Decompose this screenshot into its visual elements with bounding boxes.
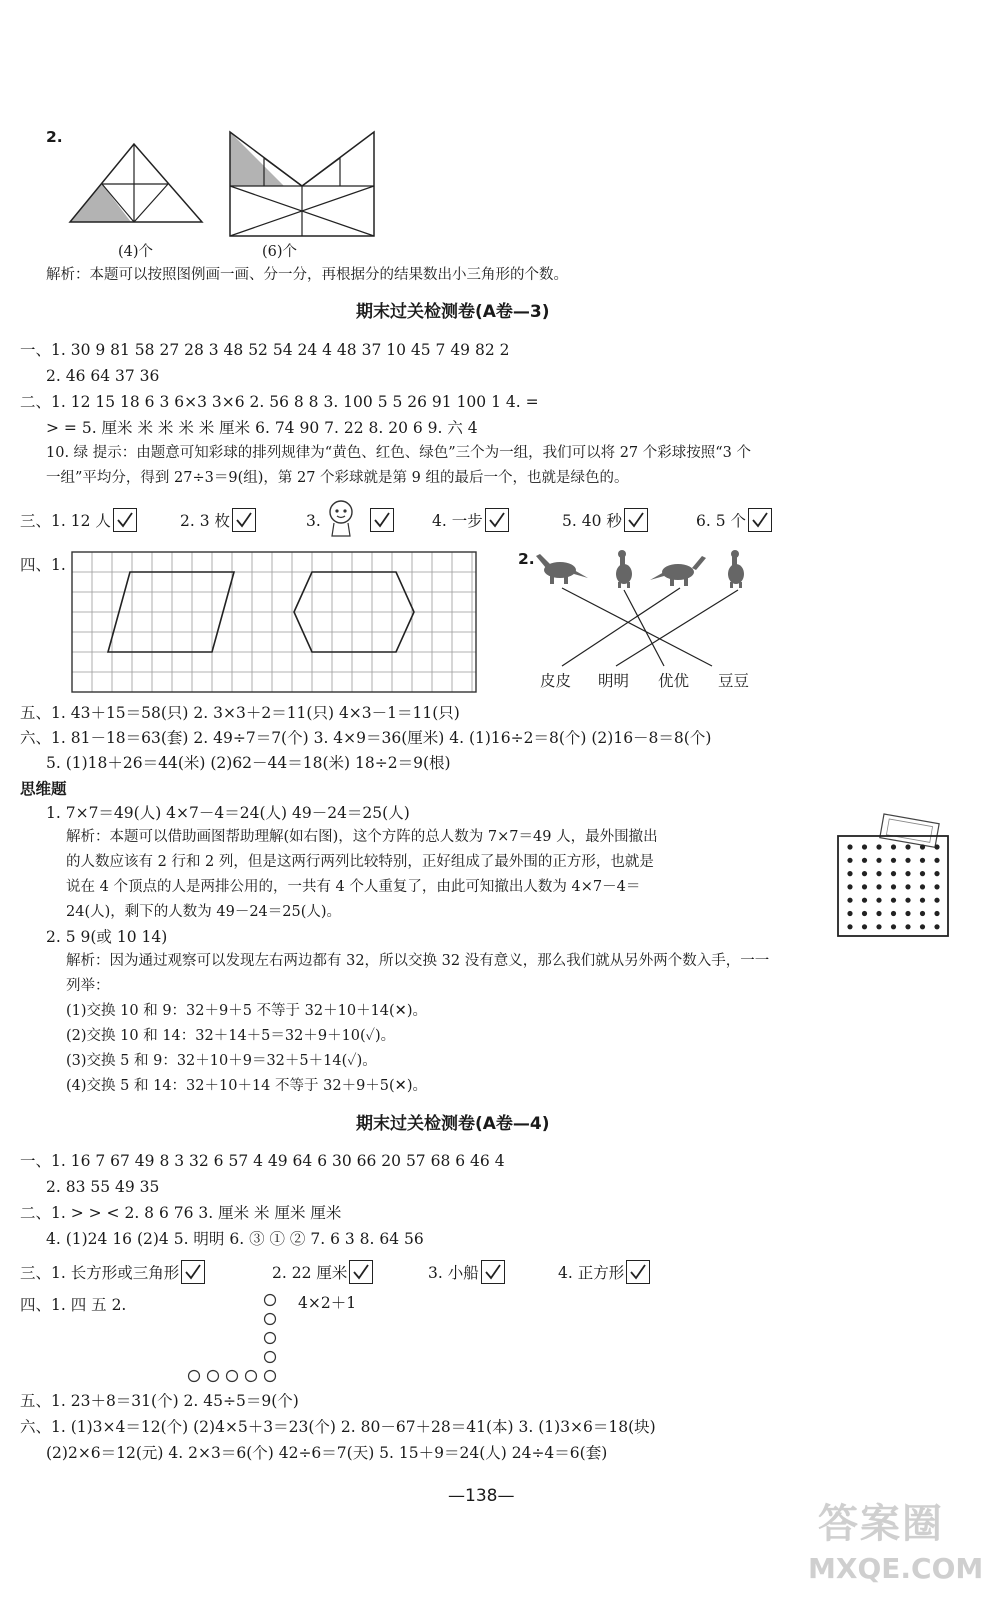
dot xyxy=(847,858,852,863)
analysis-text: (1)交换 10 和 9：32＋9＋5 不等于 32＋10＋14(✕)。 xyxy=(66,1003,427,1019)
check-icon xyxy=(485,508,509,532)
dot xyxy=(862,911,867,916)
analysis-text: 24(人)，剩下的人数为 49－24＝25(人)。 xyxy=(66,904,342,920)
check-answer: 4. 一步 xyxy=(432,510,509,534)
dot xyxy=(891,844,896,849)
answer-line: 五、1. 23＋8＝31(个) 2. 45÷5＝9(个) xyxy=(20,1392,299,1410)
dot xyxy=(891,884,896,889)
dot xyxy=(847,884,852,889)
dot xyxy=(891,858,896,863)
check-answer: 2. 3 枚 xyxy=(180,510,256,534)
dot xyxy=(905,898,910,903)
answer-line: 2. 46 64 37 36 xyxy=(46,367,160,385)
check-answer: 5. 40 秒 xyxy=(562,510,648,534)
dot xyxy=(847,871,852,876)
check-icon xyxy=(370,508,394,532)
dot xyxy=(847,844,852,849)
answer-line: 四、1. 四 五 2. xyxy=(20,1296,127,1314)
dinosaur-icon xyxy=(616,550,632,588)
check-icon xyxy=(626,1260,650,1284)
analysis-text: (3)交换 5 和 9：32＋10＋9＝32＋5＋14(✓)。 xyxy=(66,1053,377,1069)
answer-line: 六、1. 81－18＝63(套) 2. 49÷7＝7(个) 3. 4×9＝36(厘米) 4. (1)16÷2＝8(个) (2)16－8＝8(个) xyxy=(20,729,712,747)
dot xyxy=(847,911,852,916)
dot xyxy=(891,911,896,916)
section-title: 期末过关检测卷(A卷—4) xyxy=(356,1114,550,1134)
answer-line: 2. 83 55 49 35 xyxy=(46,1178,160,1196)
check-icon xyxy=(481,1260,505,1284)
section-label: 四、1. xyxy=(20,556,66,574)
check-answer: 3. xyxy=(306,510,394,534)
answer-line: > = 5. 厘米 米 米 米 米 厘米 6. 74 90 7. 22 8. 20 6 9. 六 4 xyxy=(46,419,478,437)
check-answer: 3. 小船 xyxy=(428,1262,505,1286)
triangle-figure xyxy=(68,140,208,226)
answer-line: 六、1. (1)3×4＝12(个) (2)4×5＋3＝23(个) 2. 80－67＋28＝41(本) 3. (1)3×6＝18(块) xyxy=(20,1418,656,1436)
answer-line: 二、1. > > < 2. 8 6 76 3. 厘米 米 厘米 厘米 xyxy=(20,1204,342,1222)
dot xyxy=(920,844,925,849)
answer-line: 5. (1)18＋26＝44(米) (2)62－44＝18(米) 18÷2＝9(根) xyxy=(46,754,451,772)
matching-diagram xyxy=(532,548,768,668)
book-icon xyxy=(880,814,939,847)
check-icon xyxy=(748,508,772,532)
dot xyxy=(876,871,881,876)
circle-pattern xyxy=(186,1292,286,1388)
dot xyxy=(876,898,881,903)
dot xyxy=(920,898,925,903)
dot xyxy=(920,884,925,889)
grid-drawing xyxy=(72,552,476,692)
boy-cartoon-icon xyxy=(324,498,358,538)
dot xyxy=(862,844,867,849)
dot xyxy=(905,844,910,849)
dot xyxy=(905,884,910,889)
dot xyxy=(862,858,867,863)
dot xyxy=(847,898,852,903)
formula: 4×2＋1 xyxy=(298,1294,357,1312)
answer-line: 一、1. 16 7 67 49 8 3 32 6 57 4 49 64 6 30 66 20 57 68 6 46 4 xyxy=(20,1152,505,1170)
item-label: 2. xyxy=(46,128,63,146)
page-number: —138— xyxy=(448,1486,515,1506)
check-answer: 三、1. 12 人 xyxy=(20,510,137,534)
thinking-heading: 思维题 xyxy=(20,780,67,798)
dot xyxy=(934,924,939,929)
check-answer: 三、1. 长方形或三角形 xyxy=(20,1262,205,1286)
check-icon xyxy=(349,1260,373,1284)
answer-line: 4. (1)24 16 (2)4 5. 明明 6. ③ ① ② 7. 6 3 8. 64 56 xyxy=(46,1230,424,1248)
dot xyxy=(920,911,925,916)
dot xyxy=(862,924,867,929)
dot xyxy=(905,911,910,916)
analysis-text: 说在 4 个顶点的人是两排公用的，一共有 4 个人重复了，由此可知撤出人数为 4×7－4＝ xyxy=(66,879,641,895)
dot xyxy=(876,924,881,929)
dot xyxy=(920,871,925,876)
dinosaur-icon xyxy=(536,554,588,584)
dot xyxy=(905,871,910,876)
analysis-text: (2)交换 10 和 14：32＋14＋5＝32＋9＋10(✓)。 xyxy=(66,1028,396,1044)
check-icon xyxy=(181,1260,205,1284)
dot xyxy=(934,898,939,903)
dot xyxy=(862,884,867,889)
dot-square-figure xyxy=(836,814,956,940)
dot xyxy=(891,898,896,903)
dot xyxy=(862,898,867,903)
analysis-text: (4)交换 5 和 14：32＋10＋14 不等于 32＋9＋5(✕)。 xyxy=(66,1078,427,1094)
dot xyxy=(934,844,939,849)
dot xyxy=(934,911,939,916)
watermark-url: MXQE.COM xyxy=(808,1552,984,1585)
check-answer: 6. 5 个 xyxy=(696,510,772,534)
hint-text: 10. 绿 提示：由题意可知彩球的排列规律为“黄色、红色、绿色”三个为一组，我们可以将 27 个彩球按照“3 个 xyxy=(46,445,752,461)
name-label: 优优 xyxy=(658,672,690,690)
analysis-text: 解析：本题可以借助画图帮助理解(如右图)，这个方阵的总人数为 7×7＝49 人，最外围撤出 xyxy=(66,829,658,845)
dot xyxy=(934,884,939,889)
dot xyxy=(891,924,896,929)
dot xyxy=(876,911,881,916)
butterfly-figure xyxy=(228,128,378,240)
analysis-text: 的人数应该有 2 行和 2 列，但是这两行两列比较特别，正好组成了最外围的正方形，也就是 xyxy=(66,854,654,870)
answer-line: 1. 7×7＝49(人) 4×7－4＝24(人) 49－24＝25(人) xyxy=(46,804,410,822)
hint-text: 一组”平均分，得到 27÷3＝9(组)，第 27 个彩球就是第 9 组的最后一个，也就是绿色的。 xyxy=(46,470,629,486)
answer-line: 二、1. 12 15 18 6 3 6×3 3×6 2. 56 8 8 3. 100 5 5 26 91 100 1 4. = xyxy=(20,393,539,411)
dot xyxy=(934,871,939,876)
name-label: 豆豆 xyxy=(718,672,750,690)
dot xyxy=(905,924,910,929)
section-title: 期末过关检测卷(A卷—3) xyxy=(356,302,550,322)
dot xyxy=(876,858,881,863)
name-label: 皮皮 xyxy=(540,672,572,690)
dot xyxy=(905,858,910,863)
caption-6: (6)个 xyxy=(262,244,298,260)
item-label: 2. xyxy=(518,550,535,568)
analysis-text: 列举： xyxy=(66,978,110,994)
answer-line: 2. 5 9(或 10 14) xyxy=(46,928,168,946)
answer-line: 一、1. 30 9 81 58 27 28 3 48 52 54 24 4 48 37 10 45 7 49 82 2 xyxy=(20,341,510,359)
dot xyxy=(876,884,881,889)
answer-line: 五、1. 43＋15＝58(只) 2. 3×3＋2＝11(只) 4×3－1＝11(只) xyxy=(20,704,460,722)
check-icon xyxy=(624,508,648,532)
analysis-text: 解析：因为通过观察可以发现左右两边都有 32，所以交换 32 没有意义，那么我们就从另外两个数入手，一一 xyxy=(66,953,770,969)
dot xyxy=(891,871,896,876)
analysis-text: 解析：本题可以按照图例画一画、分一分，再根据分的结果数出小三角形的个数。 xyxy=(46,267,568,283)
check-answer: 2. 22 厘米 xyxy=(272,1262,373,1286)
check-icon xyxy=(232,508,256,532)
caption-4: (4)个 xyxy=(118,244,154,260)
dot xyxy=(934,858,939,863)
dinosaur-icon xyxy=(650,556,706,586)
check-icon xyxy=(113,508,137,532)
answer-line: (2)2×6＝12(元) 4. 2×3＝6(个) 42÷6＝7(天) 5. 15＋9＝24(人) 24÷4＝6(套) xyxy=(46,1444,608,1462)
watermark-logo: 答案圈 xyxy=(818,1501,944,1547)
dot xyxy=(862,871,867,876)
dot xyxy=(920,924,925,929)
dot xyxy=(847,924,852,929)
name-label: 明明 xyxy=(598,672,630,690)
dot xyxy=(876,844,881,849)
check-answer: 4. 正方形 xyxy=(558,1262,650,1286)
dinosaur-icon xyxy=(728,550,744,588)
dot xyxy=(920,858,925,863)
